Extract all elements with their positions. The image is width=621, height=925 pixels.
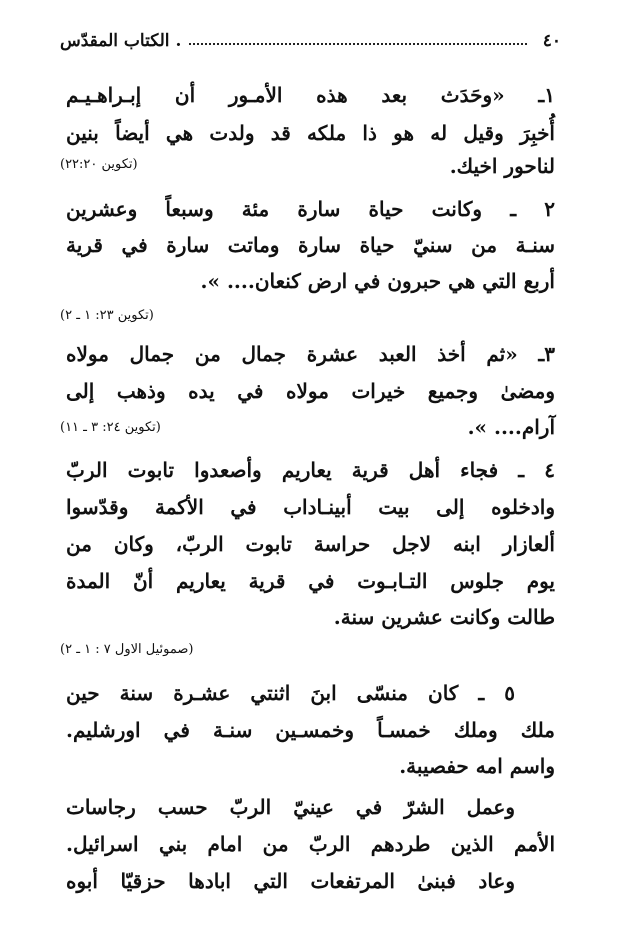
text-line: ألعازار ابنه لاجل حراسة تابوت الربّ، وكان من — [66, 532, 555, 556]
scripture-reference: (تكوين ٢٢:٢٠) — [60, 157, 138, 172]
text-line: ١ـ «وحَدَث بعد هذه الأمـور أن إبـراهـيـم — [66, 83, 555, 107]
text-line: ٤ ـ فجاء أهل قرية يعاريم وأصعدوا تابوت الربّ — [66, 458, 555, 482]
page-number: ٤٠ — [542, 31, 561, 51]
text-line: الأمم الذين طردهم الربّ من امام بني اسرائيل. — [66, 832, 555, 856]
text-line: وادخلوه إلى بيت أبينـاداب في الأكمة وقدّسوا — [66, 495, 555, 519]
text-line: واسم امه حفصيبة. — [399, 754, 555, 778]
text-line: سنـة من سنيّ حياة سارة وماتت سارة في قرية — [66, 233, 555, 257]
scripture-reference: (تكوين ٢٤: ٣ ـ ١١) — [60, 420, 161, 435]
text-line: طالت وكانت عشرين سنة. — [333, 605, 555, 629]
page-header — [60, 28, 561, 54]
text-line: أربع التي هي حبرون في ارض كنعان.... ». — [200, 269, 555, 293]
scripture-reference: (تكوين ٢٣: ١ ـ ٢) — [60, 308, 154, 323]
book-title: . الكتاب المقدّس — [60, 31, 182, 51]
scripture-reference: (صموئيل الاول ٧ : ١ ـ ٢) — [60, 642, 194, 657]
text-line: آرام.... ». — [467, 415, 555, 439]
text-line: ٣ـ «ثم أخذ العبد عشرة جمال من جمال مولاه — [66, 342, 555, 366]
text-line: ٢ ـ وكانت حياة سارة مئة وسبعاً وعشرين — [66, 197, 555, 221]
text-line: لناحور اخيك. — [449, 154, 555, 178]
text-line: وعمل الشرّ في عينيّ الربّ حسب رجاسات — [66, 795, 515, 819]
header-dot-leader — [189, 43, 526, 45]
text-line: أُخبِرَ وقيل له هو ذا ملكه قد ولدت هي أيضاً بنين — [66, 121, 555, 145]
text-line: ٥ ـ كان منسّى ابنَ اثنتي عشـرة سنة حين — [66, 681, 515, 705]
text-line: وعاد فبنىٰ المرتفعات التي ابادها حزقيّا أبوه — [66, 869, 515, 893]
text-line: يوم جلوس التـابـوت في قرية يعاريم أنّ المدة — [66, 569, 555, 593]
text-line: ومضىٰ وجميع خيرات مولاه في يده وذهب إلى — [66, 379, 555, 403]
text-line: ملك وملك خمسـاً وخمسـين سنـة في اورشليم. — [66, 718, 555, 742]
